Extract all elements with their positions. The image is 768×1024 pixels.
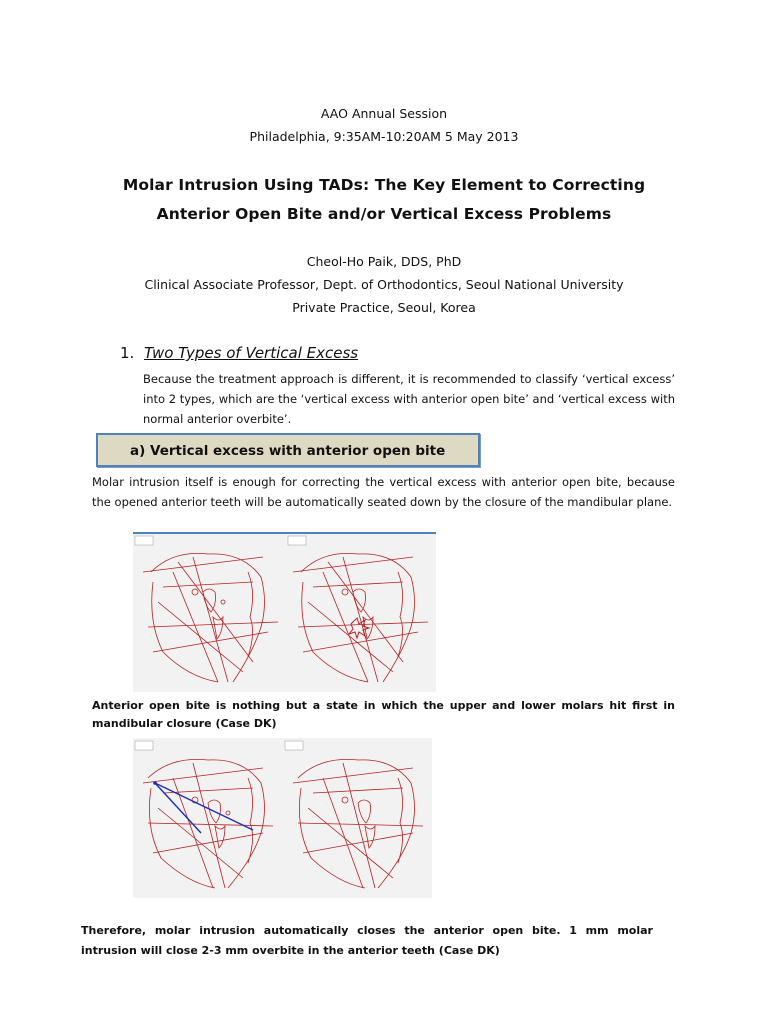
author-affiliation: Clinical Associate Professor, Dept. of Orthodontics, Seoul National University	[144, 277, 624, 292]
section-heading-text: Two Types of Vertical Excess	[144, 344, 359, 362]
cephalometric-figure-2	[133, 738, 432, 898]
subsection-heading: a) Vertical excess with anterior open bite	[130, 443, 446, 459]
figure2-caption: Therefore, molar intrusion automatically closes the anterior open bite. 1 mm molar intrusion will close 2-3 mm overbite in the anterior teeth (Case DK)	[81, 924, 653, 957]
section-number: 1.	[120, 344, 135, 362]
session-location-time: Philadelphia, 9:35AM-10:20AM 5 May 2013	[249, 129, 519, 144]
subsection-heading-box	[96, 433, 480, 467]
author-practice: Private Practice, Seoul, Korea	[292, 300, 476, 315]
session-name: AAO Annual Session	[320, 106, 448, 121]
section-heading	[120, 344, 358, 362]
subsection-body: Molar intrusion itself is enough for correcting the vertical excess with anterior open bite, because the opened anterior teeth will be automatically seated down by the closure of the mandibular plane.	[92, 475, 675, 509]
figure1-caption: Anterior open bite is nothing but a state in which the upper and lower molars hit first in mandibular closure (Case DK)	[92, 699, 675, 730]
paper-title-line2: Anterior Open Bite and/or Vertical Excess Problems	[156, 205, 612, 223]
cephalometric-tracing-1	[133, 532, 436, 692]
author-name: Cheol-Ho Paik, DDS, PhD	[306, 254, 462, 269]
section-body: Because the treatment approach is different, it is recommended to classify ‘vertical excess’ into 2 types, which are the ‘vertical excess with anterior open bite’ and ‘vertical excess with normal anterior overbite’.	[143, 372, 675, 426]
cephalometric-tracing-2	[133, 738, 432, 898]
cephalometric-figure-1	[133, 532, 436, 692]
paper-title-line1: Molar Intrusion Using TADs: The Key Element to Correcting	[122, 176, 646, 194]
